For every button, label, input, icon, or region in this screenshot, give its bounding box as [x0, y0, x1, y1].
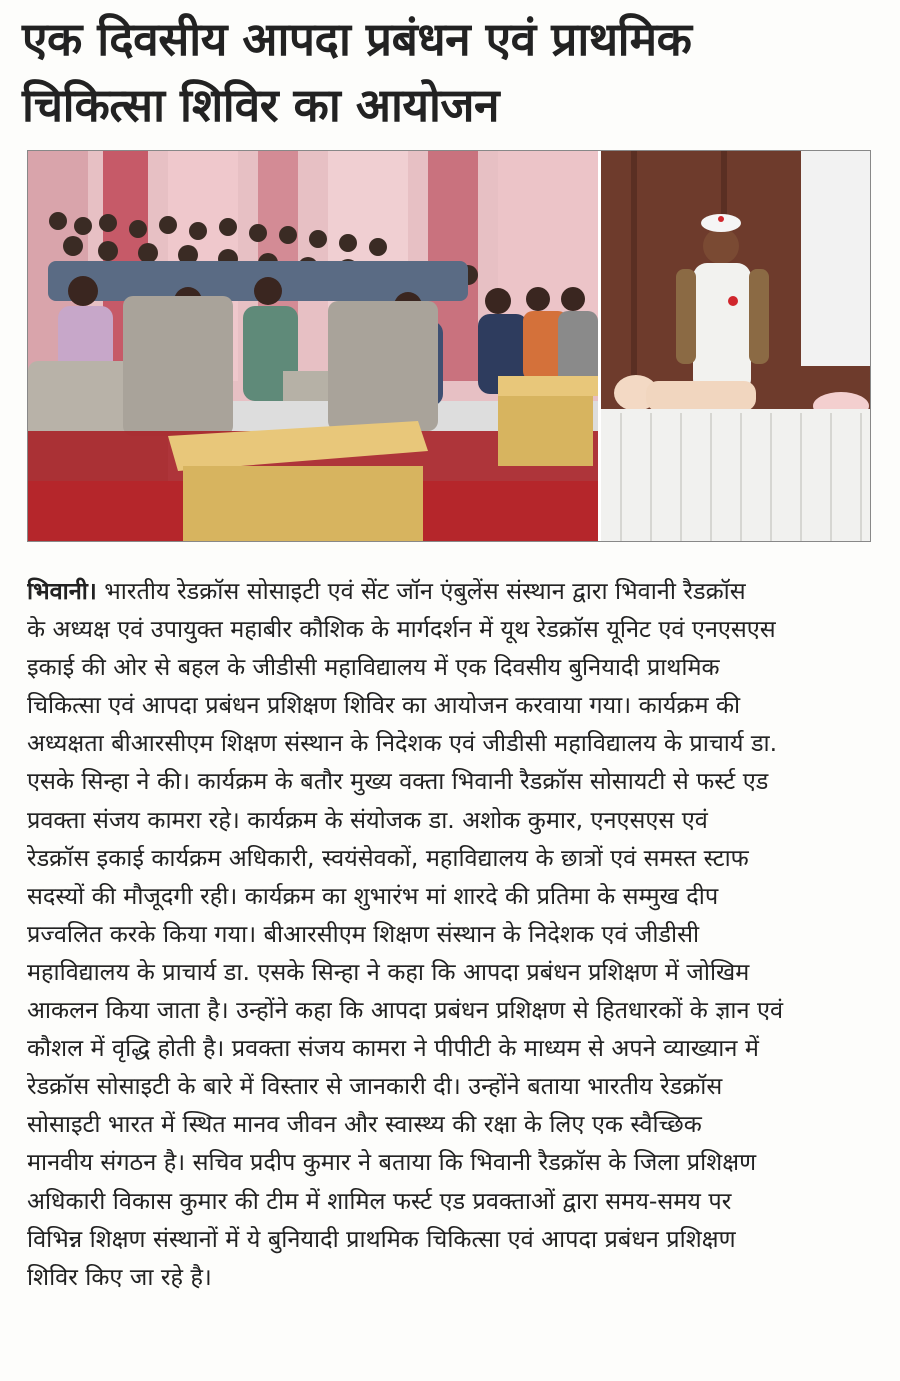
article-line: रेडक्रॉस सोसाइटी के बारे में विस्तार से जानकारी दी। उन्होंने बताया भारतीय रेडक्रॉस — [27, 1072, 723, 1101]
article-line: अधिकारी विकास कुमार की टीम में शामिल फर्स्ट एड प्रवक्ताओं द्वारा समय-समय पर — [27, 1186, 732, 1215]
article-line: मानवीय संगठन है। सचिव प्रदीप कुमार ने बताया कि भिवानी रैडक्रॉस के जिला प्रशिक्षण — [27, 1148, 757, 1177]
article-line: कौशल में वृद्धि होती है। प्रवक्ता संजय कामरा ने पीपीटी के माध्यम से अपने व्याख्यान में — [27, 1034, 759, 1063]
headline-line-2: चिकित्सा शिविर का आयोजन — [22, 78, 500, 132]
article-line-1-text: भारतीय रेडक्रॉस सोसाइटी एवं सेंट जॉन एंबुलेंस संस्थान द्वारा भिवानी रैडक्रॉस — [96, 577, 746, 605]
article-line: महाविद्यालय के प्राचार्य डा. एसके सिन्हा ने कहा कि आपदा प्रबंधन प्रशिक्षण में जोखिम — [27, 957, 750, 986]
article-line: प्रवक्ता संजय कामरा रहे। कार्यक्रम के संयोजक डा. अशोक कुमार, एनएसएस एवं — [27, 805, 708, 834]
audience-illustration — [28, 151, 598, 541]
article-line: रेडक्रॉस इकाई कार्यक्रम अधिकारी, स्वयंसेवकों, महाविद्यालय के छात्रों एवं समस्त स्टाफ — [27, 843, 749, 872]
article-line: चिकित्सा एवं आपदा प्रबंधन प्रशिक्षण शिविर का आयोजन करवाया गया। कार्यक्रम की — [27, 691, 741, 720]
news-photo — [27, 150, 871, 542]
article-body — [27, 572, 877, 1296]
article-line — [27, 572, 877, 610]
article-line: शिविर किए जा रहे है। — [27, 1262, 212, 1291]
headline — [22, 6, 882, 138]
dateline: भिवानी। — [27, 577, 97, 605]
article-line: सदस्यों की मौजूदगी रही। कार्यक्रम का शुभारंभ मां शारदे की प्रतिमा के सम्मुख दीप — [27, 881, 719, 910]
article-line: विभिन्न शिक्षण संस्थानों में ये बुनियादी प्राथमिक चिकित्सा एवं आपदा प्रबंधन प्रशिक्षण — [27, 1224, 736, 1253]
cpr-demonstration-illustration — [601, 151, 870, 541]
demonstration-photo — [601, 151, 870, 541]
article-line: अध्यक्षता बीआरसीएम शिक्षण संस्थान के निदेशक एवं जीडीसी महाविद्यालय के प्राचार्य डा. — [27, 729, 778, 758]
audience-photo — [28, 151, 598, 541]
article-line: प्रज्वलित करके किया गया। बीआरसीएम शिक्षण संस्थान के निदेशक एवं जीडीसी — [27, 919, 700, 948]
article-line: इकाई की ओर से बहल के जीडीसी महाविद्यालय में एक दिवसीय बुनियादी प्राथमिक — [27, 653, 720, 682]
article-line: आकलन किया जाता है। उन्होंने कहा कि आपदा प्रबंधन प्रशिक्षण से हितधारकों के ज्ञान एवं — [27, 996, 784, 1025]
article-line: सोसाइटी भारत में स्थित मानव जीवन और स्वास्थ्य की रक्षा के लिए एक स्वैच्छिक — [27, 1110, 702, 1139]
headline-line-1: एक दिवसीय आपदा प्रबंधन एवं प्राथमिक — [22, 12, 692, 66]
article-line: के अध्यक्ष एवं उपायुक्त महाबीर कौशिक के मार्गदर्शन में यूथ रेडक्रॉस यूनिट एवं एनएसएस — [27, 615, 776, 644]
article-line: एसके सिन्हा ने की। कार्यक्रम के बतौर मुख्य वक्ता भिवानी रैडक्रॉस सोसायटी से फर्स्ट एड — [27, 767, 769, 796]
